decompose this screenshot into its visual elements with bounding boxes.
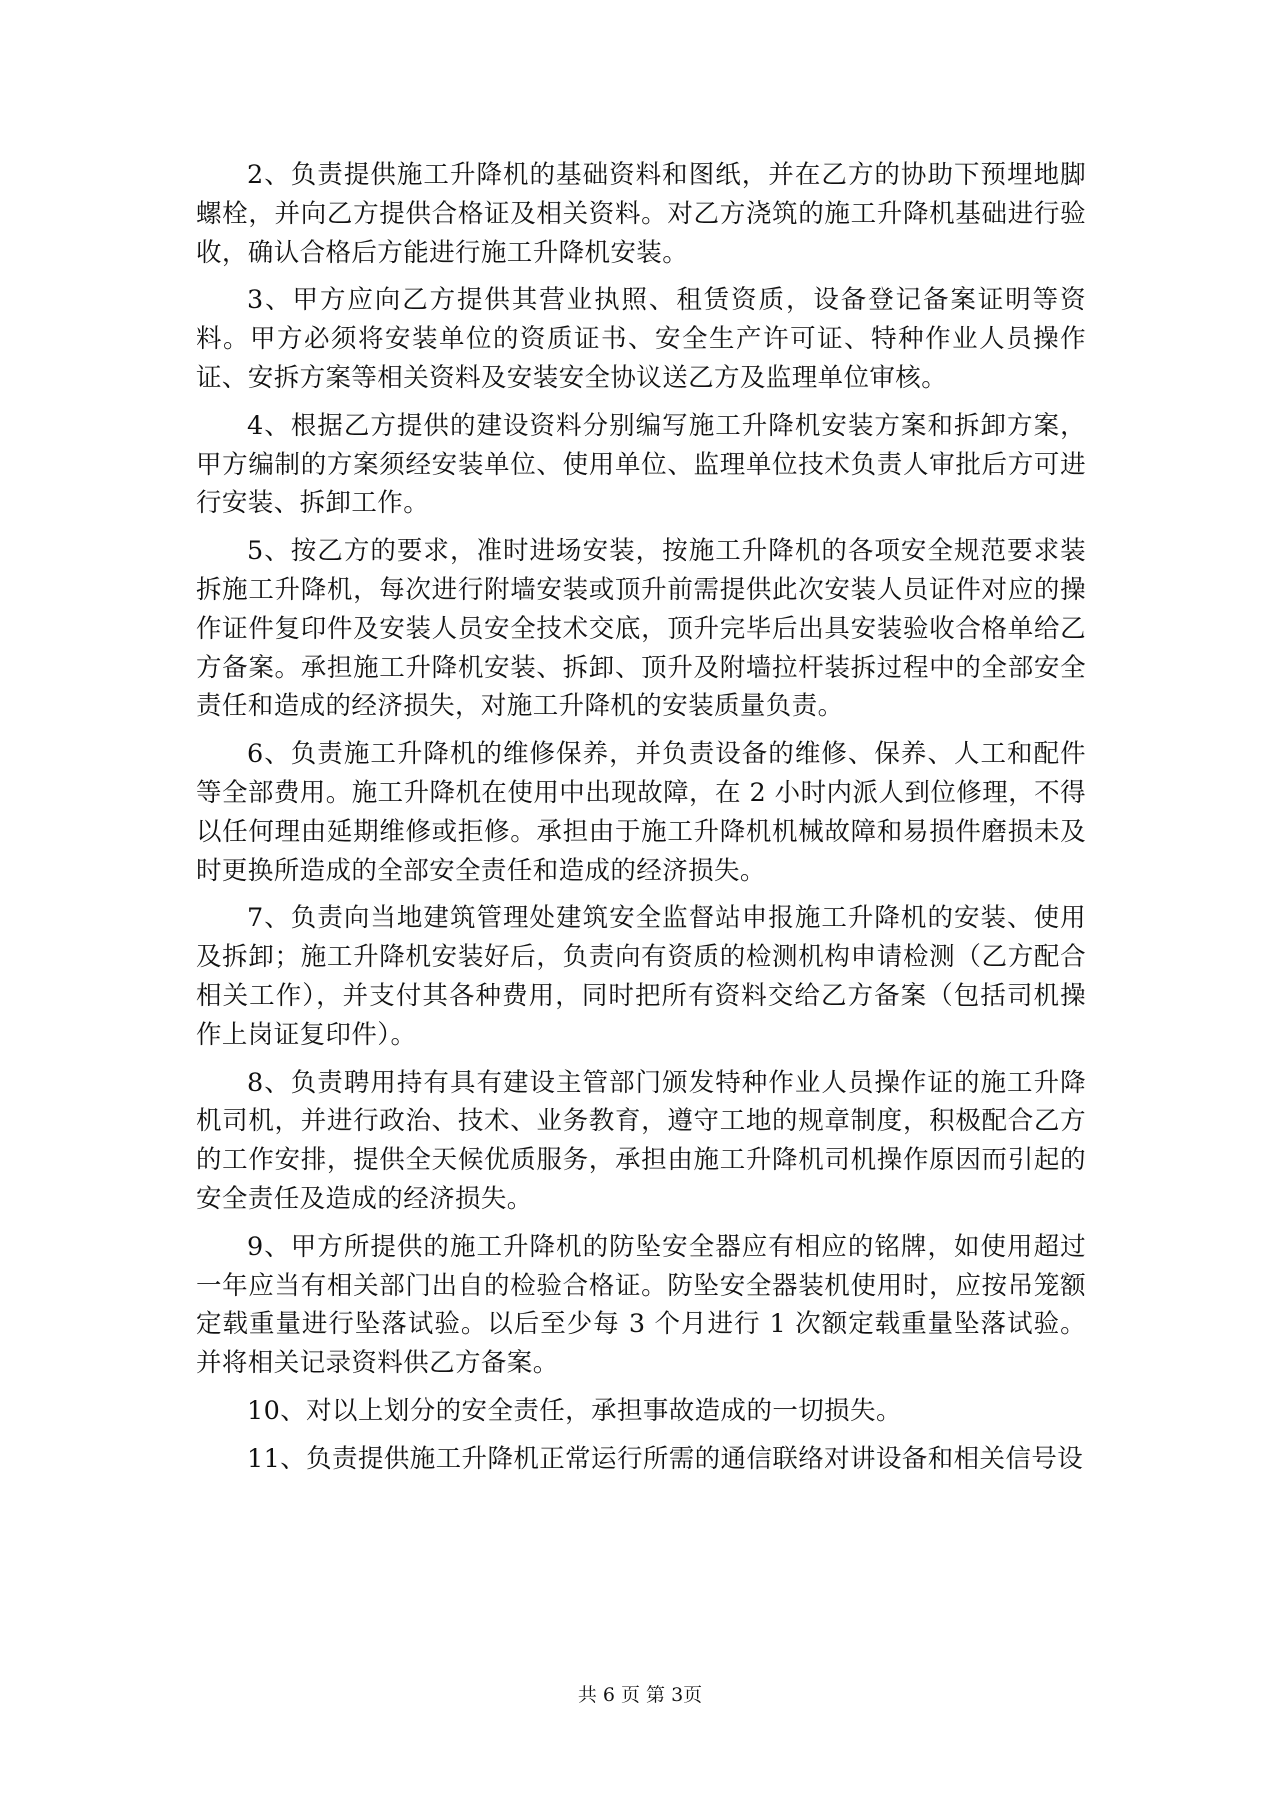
clause-10: 10、对以上划分的安全责任，承担事故造成的一切损失。 — [247, 1395, 902, 1426]
clause-4: 4、根据乙方提供的建设资料分别编写施工升降机安装方案和拆卸方案，甲方编制的方案须经安装单位、使用单位、监理单位技术负责人审批后方可进行安装、拆卸工作。 — [196, 410, 1086, 519]
clause-3: 3、甲方应向乙方提供其营业执照、租赁资质，设备登记备案证明等资料。甲方必须将安装单位的资质证书、安全生产许可证、特种作业人员操作证、安拆方案等相关资料及安装安全协议送乙方及监理单位审核。 — [196, 285, 1086, 393]
page-number-footer: 共 6 页 第 3页 — [577, 1684, 703, 1706]
clause-7: 7、负责向当地建筑管理处建筑安全监督站申报施工升降机的安装、使用及拆卸；施工升降机安装好后，负责向有资质的检测机构申请检测（乙方配合相关工作），并支付其各种费用，同时把所有资料交给乙方备案（包括司机操作上岗证复印件）。 — [196, 903, 1086, 1050]
clause-9: 9、甲方所提供的施工升降机的防坠安全器应有相应的铭牌，如使用超过一年应当有相关部门出自的检验合格证。防坠安全器装机使用时，应按吊笼额定载重量进行坠落试验。以后至少每 3 个月进行 1 次额定载重量坠落试验。并将相关记录资料供乙方备案。 — [196, 1231, 1086, 1379]
clause-2: 2、负责提供施工升降机的基础资料和图纸，并在乙方的协助下预埋地脚螺栓，并向乙方提供合格证及相关资料。对乙方浇筑的施工升降机基础进行验收，确认合格后方能进行施工升降机安装。 — [196, 160, 1086, 268]
clause-5: 5、按乙方的要求，准时进场安装，按施工升降机的各项安全规范要求装拆施工升降机，每次进行附墙安装或顶升前需提供此次安装人员证件对应的操作证件复印件及安装人员安全技术交底，顶升完毕后出具安装验收合格单给乙方备案。承担施工升降机安装、拆卸、顶升及附墙拉杆装拆过程中的全部安全责任和造成的经济损失，对施工升降机的安装质量负责。 — [196, 536, 1086, 722]
clause-6: 6、负责施工升降机的维修保养，并负责设备的维修、保养、人工和配件等全部费用。施工升降机在使用中出现故障，在 2 小时内派人到位修理，不得以任何理由延期维修或拒修。承担由于施工升降机机械故障和易损件磨损未及时更换所造成的全部安全责任和造成的经济损失。 — [196, 739, 1086, 886]
document-body — [196, 156, 1086, 1488]
clause-11: 11、负责提供施工升降机正常运行所需的通信联络对讲设备和相关信号设 — [247, 1443, 1084, 1474]
clause-8: 8、负责聘用持有具有建设主管部门颁发特种作业人员操作证的施工升降机司机，并进行政治、技术、业务教育，遵守工地的规章制度，积极配合乙方的工作安排，提供全天候优质服务，承担由施工升降机司机操作原因而引起的安全责任及造成的经济损失。 — [196, 1067, 1086, 1214]
